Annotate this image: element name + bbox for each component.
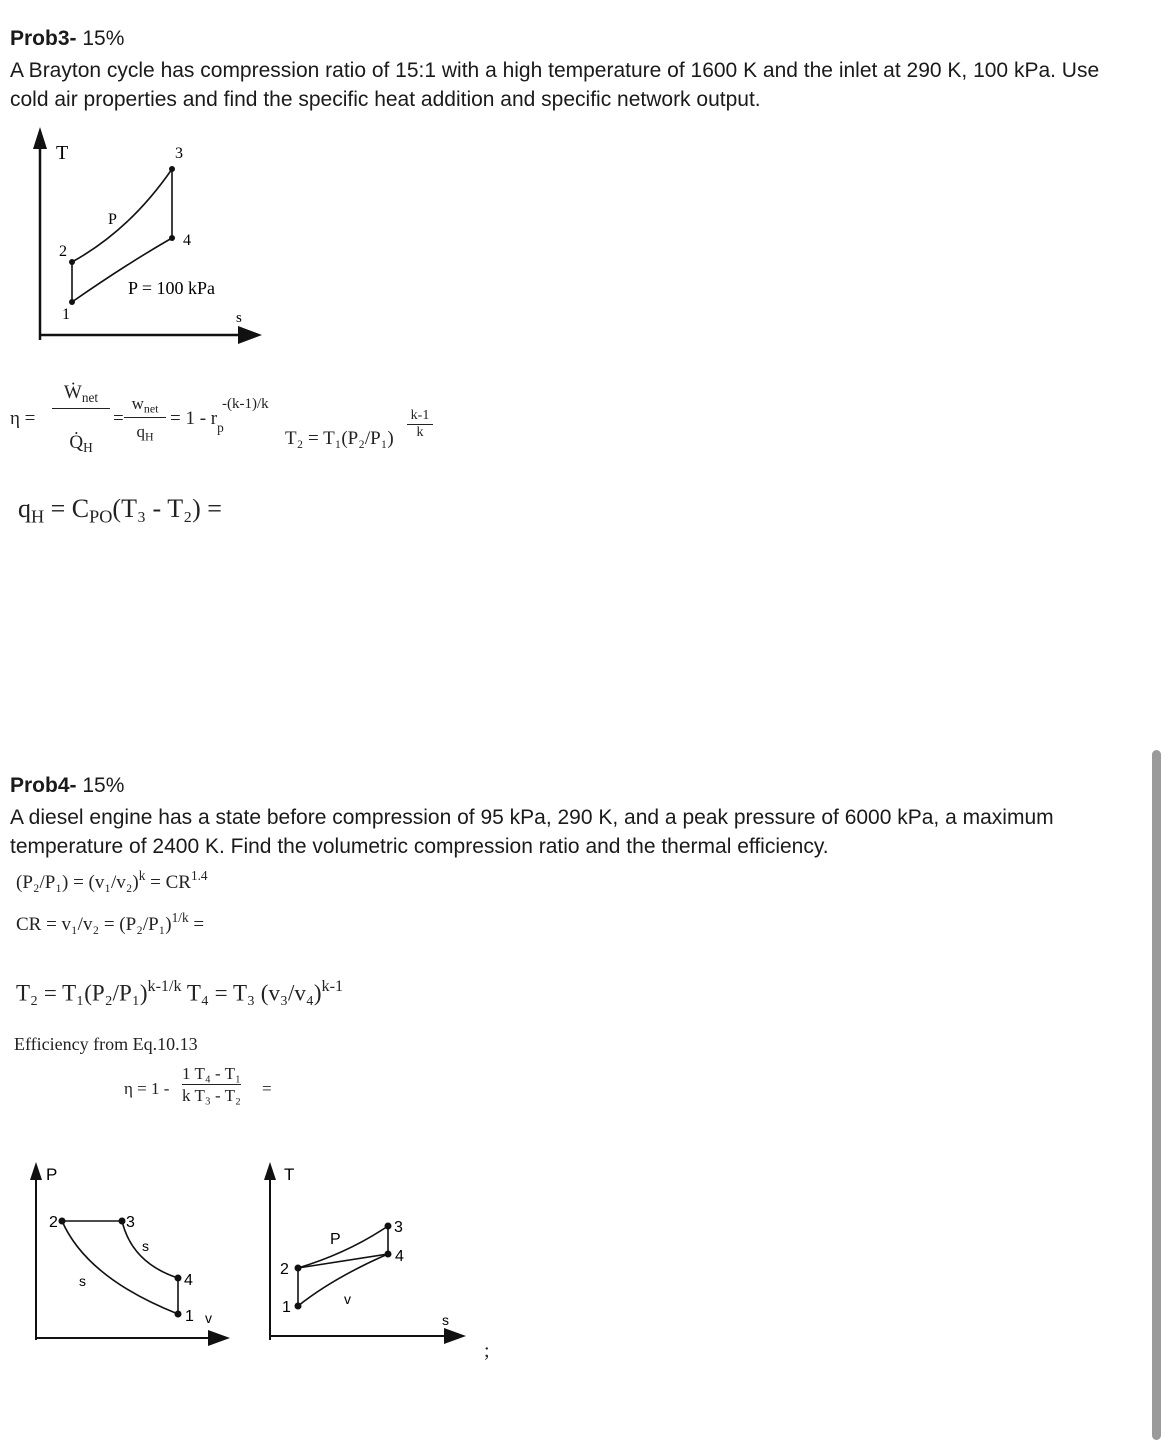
prob4-line2: temperature of 2400 K. Find the volumetric compression ratio and the thermal efficiency.: [10, 835, 829, 858]
ts-label-1: 1: [282, 1299, 291, 1316]
ts-label-p: P: [330, 1231, 341, 1248]
prob3-label-1: 1: [62, 306, 70, 323]
prob4-line1: A diesel engine has a state before compression of 95 kPa, 290 K, and a peak pressure of 6000 kPa, a maximum: [10, 806, 1054, 829]
prob4-title: Prob4-: [10, 774, 77, 797]
pv-label-s-right: s: [142, 1238, 149, 1254]
eta-eq1: =: [113, 408, 124, 429]
prob3-label-4: 4: [183, 232, 191, 249]
prob4-weight: 15%: [76, 774, 125, 797]
eta-num-w: $w_{net}$: [124, 394, 166, 418]
prob4-eq1: $(P_2/P_1) = (v_1/v_2)^k = CR^{1.4}$: [16, 868, 208, 893]
prob4-statement: [10, 803, 1130, 861]
ts-label-3: 3: [394, 1219, 403, 1236]
pv-label-4: 4: [184, 1272, 193, 1289]
ts-label-4: 4: [395, 1248, 404, 1265]
eta-den-qh: $Q̇_H$: [69, 432, 93, 455]
eff-num: 1 T₄ - T₁: [182, 1064, 241, 1083]
pv-label-1: 1: [185, 1308, 194, 1325]
pv-label-s-left: s: [79, 1273, 86, 1289]
prob3-line1: A Brayton cycle has compression ratio of 15:1 with a high temperature of 1600 K and the inlet at 290 K, 100 kPa. Use: [10, 59, 1100, 82]
prob3-y-arrow: [33, 127, 47, 149]
prob3-axis-t: T: [56, 142, 69, 164]
prob4-eff-equation: [124, 1064, 284, 1114]
prob4-heading: [10, 774, 124, 798]
prob3-x-arrow: [238, 326, 262, 344]
prob4-eq3: $T_2 = T_1(P_2/P_1)^{k-1/k}$ T₄ = T₃ $(v_3/v_4)^{k-1}$: [16, 978, 343, 1006]
prob4-pv-diagram: [22, 1158, 242, 1348]
pv-axis-p: P: [46, 1165, 58, 1184]
eff-rhs: =: [262, 1079, 272, 1098]
eta-rhs: = $1 - r_p$: [170, 408, 224, 435]
eta-den-q: $q_H$: [136, 422, 154, 444]
t2-equation: T₂ = T₁(P₂/P₁): [285, 428, 394, 449]
prob3-label-p100: P = 100 kPa: [128, 278, 215, 298]
eff-den: k T₃ - T₂: [182, 1086, 241, 1105]
prob3-heading: [10, 27, 124, 51]
prob4-eq2: CR = $v_1/v_2 = (P_2/P_1)^{1/k}$ =: [16, 910, 205, 935]
prob3-label-3: 3: [175, 145, 183, 162]
pv-axis-v: v: [205, 1310, 212, 1326]
prob3-isobar-high: [72, 169, 172, 262]
ts-axis-s: s: [442, 1312, 449, 1328]
eff-lhs: η = 1 -: [124, 1079, 170, 1098]
eta-lhs: η =: [10, 408, 36, 429]
pv-label-3: 3: [126, 1214, 135, 1231]
prob3-line2: cold air properties and find the specific heat addition and specific network output.: [10, 88, 761, 111]
prob3-qh-equation: $q_H = C_{PO}(T_3 - T_2)$ =: [18, 494, 222, 527]
prob3-statement: [10, 56, 1130, 114]
ts-axis-t: T: [284, 1165, 295, 1184]
prob4-ts-diagram: [258, 1158, 473, 1348]
prob3-weight: 15%: [76, 27, 125, 50]
prob4-eff-label: Efficiency from Eq.10.13: [14, 1034, 198, 1054]
prob3-ts-diagram: [20, 125, 280, 350]
eta-exponent: -(k-1)/k: [222, 396, 269, 412]
ts-label-v: v: [344, 1291, 351, 1307]
prob3-eta-equation: [10, 382, 450, 472]
prob3-label-2: 2: [59, 243, 67, 260]
prob3-axis-s: s: [236, 310, 242, 326]
vertical-scrollbar[interactable]: [1152, 750, 1161, 1440]
prob3-title: Prob3-: [10, 27, 77, 50]
eta-num-wnet: Ẇ$_{net}$: [52, 382, 110, 409]
t2-exponent: k-1 k: [407, 408, 433, 441]
trailing-semicolon: ;: [484, 1340, 490, 1362]
pv-label-2: 2: [49, 1214, 58, 1231]
prob3-label-p: P: [108, 211, 117, 228]
ts-label-2: 2: [280, 1261, 289, 1278]
